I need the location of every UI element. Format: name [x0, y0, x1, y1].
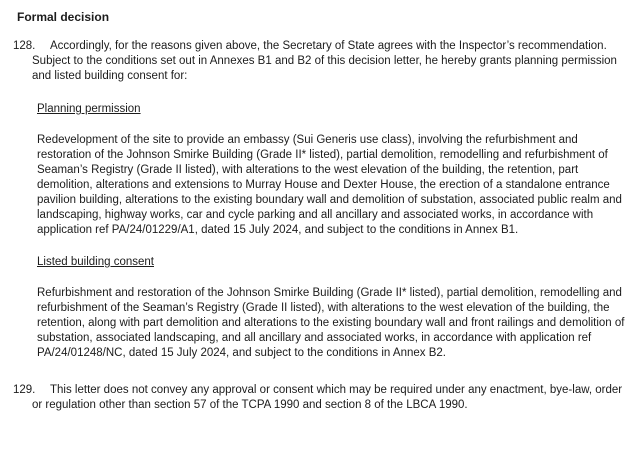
- paragraph-129-text: This letter does not convey any approval or consent which may be required under any enactment, bye-law, order or regulation other than section 57 of the TCPA 1990 and section 8 of the LBCA 1990.: [32, 384, 623, 411]
- paragraph-129: [13, 383, 625, 413]
- paragraph-listed-building-consent: Refurbishment and restoration of the Johnson Smirke Building (Grade II* listed), partial demolition, remodelling and refurbishment of the Seaman’s Registry (Grade II listed), with alterations to the west elevation of the building, the retention, along with part demolition and alterations to the existing boundary wall and front railings and demolition of substation, associated landscaping, and all ancillary and associated works, in accordance with application ref PA/24/01248/NC, dated 15 July 2024, and subject to the conditions in Annex B2.: [37, 287, 625, 359]
- paragraph-128-number: 128.: [13, 40, 36, 52]
- subheading-listed-building-consent: Listed building consent: [37, 256, 154, 268]
- paragraph-128-text: Accordingly, for the reasons given above, the Secretary of State agrees with the Inspector’s recommendation. Subject to the conditions set out in Annexes B1 and B2 of this decision letter, he hereby grants planning permission and listed building consent for:: [32, 40, 617, 82]
- paragraph-planning-permission: Redevelopment of the site to provide an embassy (Sui Generis use class), involving the refurbishment and restoration of the Johnson Smirke Building (Grade II* listed), partial demolition, remodelling and refurbishment of Seaman’s Registry (Grade II listed), with alterations to the west elevation of the building, the retention, part demolition, alterations and extensions to Murray House and Dexter House, the erection of a standalone entrance pavilion building, alterations to the existing boundary wall and demolition of substation, associated public realm and landscaping, highway works, car and cycle parking and all ancillary and associated works, in accordance with application ref PA/24/01229/A1, dated 15 July 2024, and subject to the conditions in Annex B1.: [37, 134, 622, 236]
- subheading-planning-permission: Planning permission: [37, 103, 141, 115]
- paragraph-128: [13, 39, 625, 84]
- paragraph-129-number: 129.: [13, 384, 36, 396]
- section-heading-formal-decision: Formal decision: [17, 10, 110, 24]
